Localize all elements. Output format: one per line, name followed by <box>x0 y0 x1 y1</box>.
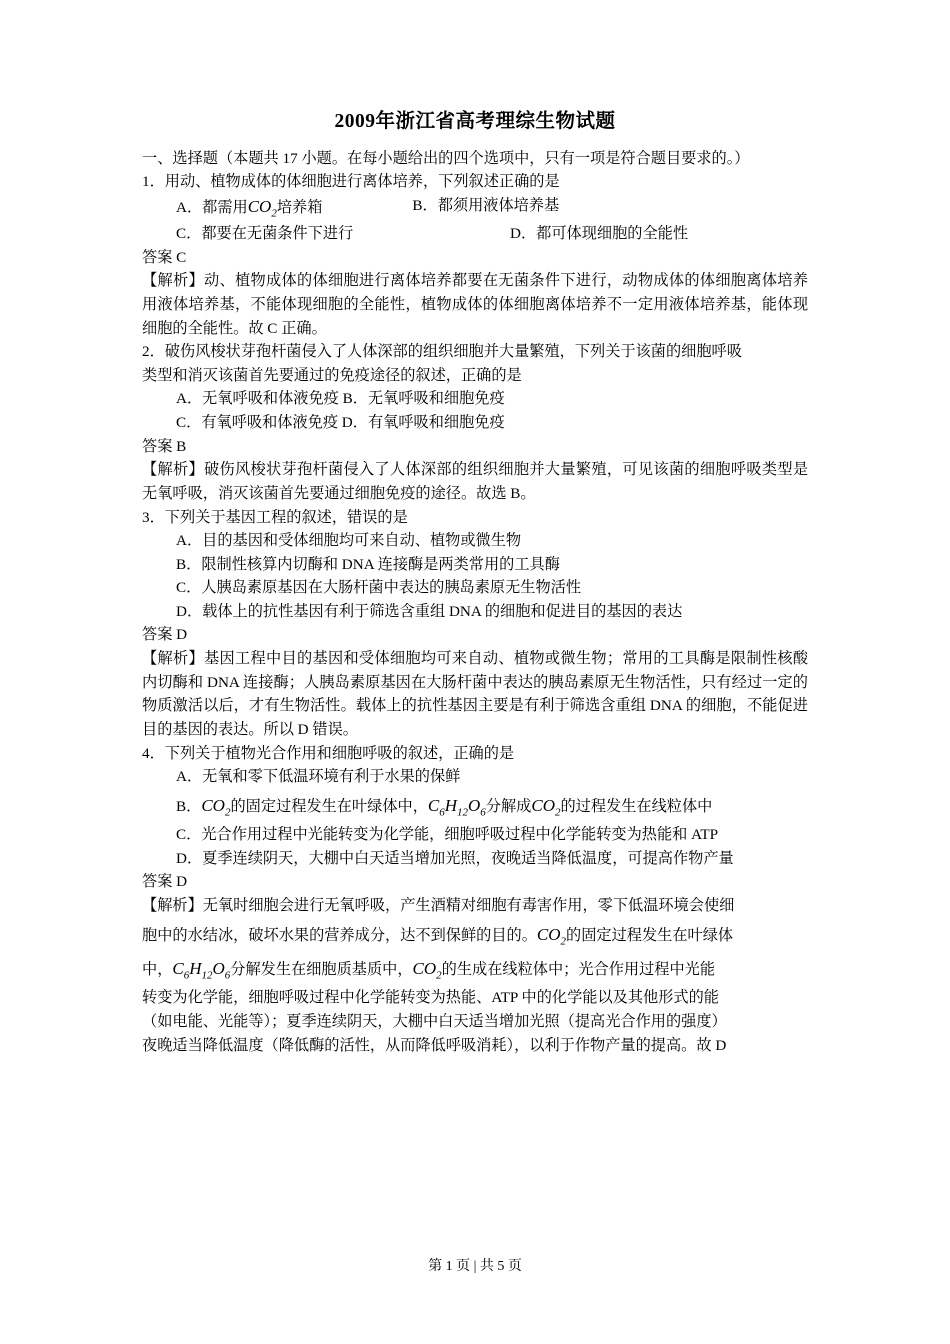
question-3-explanation: 【解析】基因工程中目的基因和受体细胞均可来自动、植物或微生物；常用的工具酶是限制性核酸内切酶和 DNA 连接酶；人胰岛素原基因在大肠杆菌中表达的胰岛素原无生物活性，只有经过一定的物质激活以后，才有生物活性。载体上的抗性基因主要是有利于筛选含重组 DNA 的细胞，不能促进目的基因的表达。所以 D 错误。 <box>142 649 808 739</box>
formula-co2: $CO_2$ <box>247 196 277 220</box>
question-4-option-a: A．无氧和零下低温环境有利于水果的保鲜 <box>176 768 461 786</box>
question-1-option-c: C．都要在无菌条件下进行 <box>176 225 354 243</box>
formula-co2: $CO_2$ <box>412 959 442 982</box>
page-title: 2009年浙江省高考理综生物试题 <box>334 111 616 132</box>
question-1-explanation: 【解析】动、植物成体的体细胞进行离体培养都要在无菌条件下进行，动物成体的体细胞离体培养用液体培养基，不能体现细胞的全能性，植物成体的体细胞离体培养不一定用液体培养基，能体现细胞的全能性。故 C 正确。 <box>142 272 808 337</box>
question-2-options-cd: C．有氧呼吸和体液免疫 D．有氧呼吸和细胞免疫 <box>176 414 505 432</box>
question-3-option-c: C．人胰岛素原基因在大肠杆菌中表达的胰岛素原无生物活性 <box>176 579 582 597</box>
formula-co2: $CO_2$ <box>201 795 231 819</box>
question-2-answer: 答案 B <box>142 437 187 455</box>
question-1-option-a: A．都需用$CO_2$培养箱 <box>176 196 323 220</box>
question-3-option-b: B．限制性核算内切酶和 DNA 连接酶是两类常用的工具酶 <box>176 555 560 573</box>
question-3-answer: 答案 D <box>142 626 188 644</box>
formula-glucose: $C_6H_{12}O_6$ <box>172 959 231 982</box>
section-intro: 一、选择题（本题共 17 小题。在每小题给出的四个选项中，只有一项是符合题目要求的。） <box>142 150 750 167</box>
question-3-stem: 3．下列关于基因工程的叙述，错误的是 <box>142 508 408 526</box>
question-4-stem: 4．下列关于植物光合作用和细胞呼吸的叙述，正确的是 <box>142 744 515 762</box>
question-4-explanation-line-2: 胞中的水结冰，破坏水果的营养成分，达不到保鲜的目的。$CO_2$的固定过程发生在叶绿体 <box>142 924 734 948</box>
question-4-option-b: B．$CO_2$的固定过程发生在叶绿体中，$C_6H_{12}O_6$分解成$CO_2$的过程发生在线粒体中 <box>176 795 713 819</box>
question-4-answer: 答案 D <box>142 873 188 891</box>
question-4-explanation-line-5: （如电能、光能等）；夏季连续阴天，大棚中白天适当增加光照（提高光合作用的强度） <box>142 1013 727 1031</box>
formula-co2: $CO_2$ <box>531 795 561 819</box>
page-footer: 第 1 页 | 共 5 页 <box>428 1259 522 1274</box>
question-1-options-row-1 <box>142 194 808 222</box>
question-2-stem-line-2: 类型和消灭该菌首先要通过的免疫途径的叙述，正确的是 <box>142 366 522 384</box>
formula-glucose: $C_6H_{12}O_6$ <box>427 795 486 819</box>
question-4-explanation-line-4: 转变为化学能，细胞呼吸过程中化学能转变为热能、ATP 中的化学能以及其他形式的能 <box>142 989 719 1007</box>
question-3-option-a: A．目的基因和受体细胞均可来自动、植物或微生物 <box>176 532 522 550</box>
question-1-option-d: D．都可体现细胞的全能性 <box>510 225 689 243</box>
question-4-explanation-line-3: 中，$C_6H_{12}O_6$分解发生在细胞质基质中，$CO_2$的生成在线粒体中；光合作用过程中光能 <box>142 959 716 982</box>
question-2-options-ab: A．无氧呼吸和体液免疫 B．无氧呼吸和细胞免疫 <box>176 390 505 408</box>
question-1-stem: 1．用动、植物成体的体细胞进行离体培养，下列叙述正确的是 <box>142 173 560 191</box>
question-1-options-row-2 <box>142 222 808 246</box>
formula-co2: $CO_2$ <box>536 924 566 948</box>
question-2-explanation: 【解析】破伤风梭状芽孢杆菌侵入了人体深部的组织细胞并大量繁殖，可见该菌的细胞呼吸类型是无氧呼吸，消灭该菌首先要通过细胞免疫的途径。故选 B。 <box>142 461 808 502</box>
question-4-option-c: C．光合作用过程中光能转变为化学能，细胞呼吸过程中化学能转变为热能和 ATP <box>176 826 719 844</box>
question-1-option-b: B．都须用液体培养基 <box>412 196 560 214</box>
question-1-answer: 答案 C <box>142 248 187 266</box>
question-4-explanation-line-6: 夜晚适当降低温度（降低酶的活性，从而降低呼吸消耗），以利于作物产量的提高。故 D <box>142 1036 727 1054</box>
question-3-option-d: D．载体上的抗性基因有利于筛选含重组 DNA 的细胞和促进目的基因的表达 <box>176 602 683 620</box>
question-2-stem-line-1: 2．破伤风梭状芽孢杆菌侵入了人体深部的组织细胞并大量繁殖，下列关于该菌的细胞呼吸 <box>142 343 742 361</box>
question-4-explanation-line-1: 【解析】无氧时细胞会进行无氧呼吸，产生酒精对细胞有毒害作用，零下低温环境会使细 <box>142 896 735 914</box>
question-4-option-d: D．夏季连续阴天，大棚中白天适当增加光照，夜晚适当降低温度，可提高作物产量 <box>176 849 734 867</box>
